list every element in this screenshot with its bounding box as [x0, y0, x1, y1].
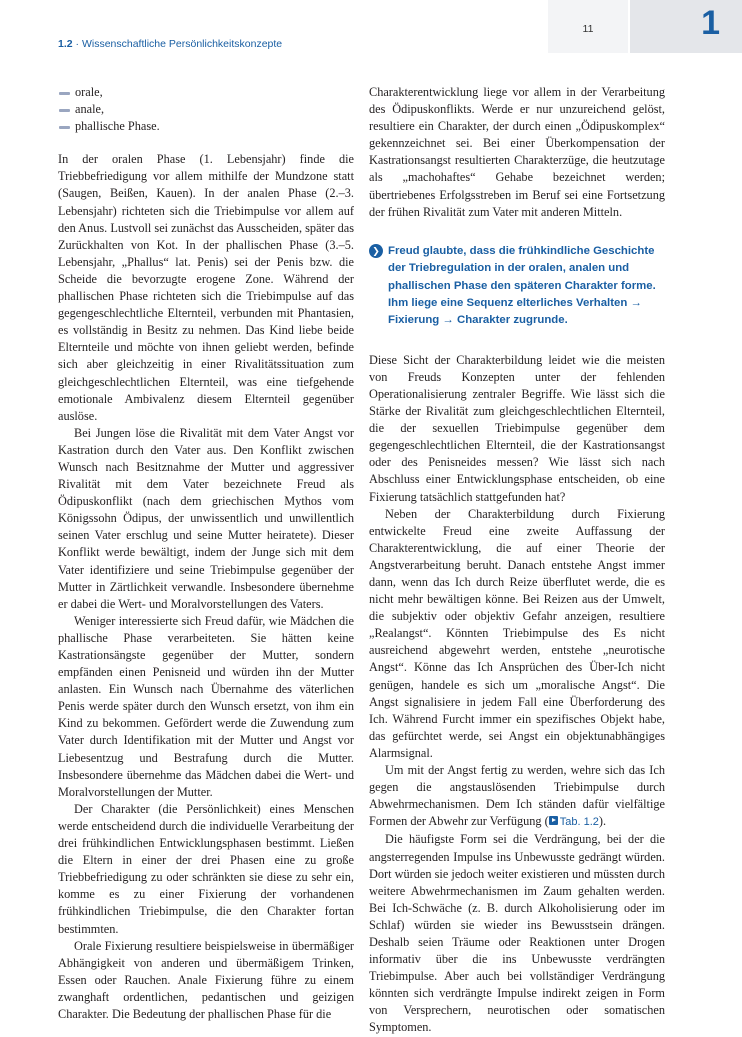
bullet-dash-icon: [59, 126, 70, 129]
table-reference-link[interactable]: Tab. 1.2: [549, 816, 599, 828]
paragraph: Die häufigste Form sei die Verdrängung, bei der die angsterregenden Impulse ins Unbewusste gedrängt würden. Dort würden sie jedoch weiter existieren und müssten durch weitere Abwehrmechanismen im Zaum gehalten werden. Bei Ich-Schwäche (z. B. durch Alkoholisierung oder im Schlaf) würden sie wieder ins Bewusstsein drängen. Deshalb seien Träume oder Reaktionen unter Drogen informativ über die ins Unbewusste verdrängten Triebimpulse. Aber auch bei vollständiger Verdrängung könnten sich verdrängte Impulse indirekt zeigen in Form von Versprechern, neurotischen oder somatischen Symptomen.: [369, 832, 665, 1035]
paragraph: Diese Sicht der Charakterbildung leidet wie die meisten von Freuds Konzepten unter der fehlenden Operationalisierung zentraler Begriffe. Wie lässt sich die Stärke der Rivalität zum gleichgeschlechtlichen Elternteil, die der sexuellen Triebimpulse gegenüber dem gegengeschlechtlichen Elternteil, die der Kastrationsangst oder des Penisneides messen? Wie lässt sich nach Abschluss einer Entwicklungsphase entscheiden, ob eine Fixierung tatsächlich stattgefunden hat?: [369, 352, 665, 504]
right-column: [369, 84, 665, 1037]
bullet-dash-icon: [59, 109, 70, 112]
page-number-box: [548, 0, 628, 53]
chapter-tab: [630, 0, 742, 53]
key-point-box: [369, 243, 665, 330]
bullet-dash-icon: [59, 92, 70, 95]
paragraph: Weniger interessierte sich Freud dafür, wie Mädchen die phallische Phase verarbeiteten. Sie hätten keine Kastrationsängste gegenüber der Mutter, sondern empfänden einen Penisneid und würden ihn der Mutter anlasten. Ein Wunsch nach Übernahme des väterlichen Penis werde später durch den Wunsch ersetzt, von ihm ein Kind zu bekommen. Gefördert werde die Zuwendung zum Vater durch Identifikation mit der Mutter und Angst vor Liebesentzug und Bestrafung durch die Mutter. Insbesondere übernehme das Mädchen dabei die Wert- und Moralvorstellungen der Mutter.: [58, 613, 354, 799]
paragraph: Charakterentwicklung liege vor allem in der Verarbeitung des Ödipuskonflikts. Werde er nur unzureichend gelöst, resultiere ein Charakter, der durch einen „Ödipuskomplex“ gekennzeichnet sei. Bei einer Überkompensation der Kastrationsangst resultierten Charakterzüge, die heutzutage als „machohaftes“ Gehabe bezeichnet werden; übertriebenes Erfolgsstreben im Beruf sei eine Fortsetzung der frühen Rivalität zum Vater mit anderen Mitteln.: [369, 85, 665, 219]
list-item: anale,: [58, 101, 354, 118]
section-number: 1.2: [58, 38, 73, 50]
phase-list: [58, 84, 354, 135]
key-point-text: Freud glaubte, dass die frühkindliche Geschichte der Triebregulation in der oralen, analen und phallischen Phase den späteren Charakter forme. Ihm liege eine Sequenz elterliches Verhalten → Fixierung → Charakter zugrunde.: [388, 244, 656, 327]
list-item: phallische Phase.: [58, 118, 354, 135]
running-section-title: [58, 38, 282, 50]
paragraph: Orale Fixierung resultiere beispielsweise in übermäßiger Abhängigkeit von anderen und übermäßigem Trinken, Essen oder Rauchen. Anale Fixierung führe zu einem zwanghaft ordentlichen, pedantischen und geizigen Charakter. Die Bedeutung der phallischen Phase für die: [58, 938, 354, 1021]
paragraph: In der oralen Phase (1. Lebensjahr) finde die Triebbefriedigung vor allem mithilfe der Mundzone statt (Saugen, Beißen, Kauen). In der analen Phase (2.–3. Lebensjahr) richteten sich die Triebimpulse vor allem auf den Anus. Lustvoll sei zunächst das Ausscheiden, später das Zurückhalten von Kot. In der phallischen Phase (3.–5. Lebensjahr, „Phallus“ lat. Penis) sei der Penis bzw. die Scheide die bevorzugte erogene Zone. Während der phallischen Phase richteten sich die Triebimpulse auf das gegengeschlechtliche Elternteil, verbunden mit Phantasien, es vollständig in Besitz zu nehmen. Das Kind liebe beide Elternteile und möchte von ihnen geliebt werden, befinde sich aber gleichzeitig in einer Rivalitätssituation zum gleichgeschlechtlichen Elternteil, was eine tiefgehende emotionale Ambivalenz diesem Elternteil gegenüber auslöse.: [58, 152, 354, 423]
list-item: orale,: [58, 84, 354, 101]
link-arrow-icon: [549, 816, 558, 825]
page-number: 11: [582, 23, 594, 35]
chevron-right-icon: ❯: [369, 244, 383, 258]
chapter-number: 1: [701, 4, 720, 42]
section-separator: ·: [72, 38, 82, 50]
paragraph: Bei Jungen löse die Rivalität mit dem Vater Angst vor Kastration durch den Vater aus. Den Konflikt zwischen Wunsch nach Besitznahme der Mutter und aggressiver Rivalität mit dem Vater bezeichnete Freud als Ödipuskonflikt (nach dem griechischen Mythos vom Königssohn Ödipus, der unwissentlich und unwillentlich seinen Vater erschlug und seine Mutter heiratete). Dieser Konflikt werde bewältigt, indem der Junge sich mit dem Vater identifiziere und seine Triebimpulse gegenüber der Mutter in Zärtlichkeit verwandle. Insbesondere übernehme er dabei die Wert- und Moralvorstellungen des Vaters.: [58, 425, 354, 611]
section-title: Wissenschaftliche Persönlichkeitskonzepte: [81, 38, 283, 50]
paragraph: Der Charakter (die Persönlichkeit) eines Menschen werde entscheidend durch die individuelle Verarbeitung der drei frühkindlichen Entwicklungsphasen bestimmt. Ließen die Eltern in einer der drei Phasen eine zu große Triebbefriedigung zu oder schränkten sie diese zu sehr ein, komme es zu einer Fixierung der vorhandenen frühkindlichen Triebimpulse, die den Charakter fortan bestimmten.: [58, 801, 354, 936]
paragraph: Neben der Charakterbildung durch Fixierung entwickelte Freud eine zweite Auffassung der Charakterentwicklung, die auf einer Theorie der Angstverarbeitung beruht. Danach entstehe Angst immer dann, wenn das Ich durch Reize überflutet werde, die es nicht mehr bewältigen könne. Bei Reizen aus der Umwelt, die subjektiv oder objektiv Gefahr anzeigen, resultiere „Realangst“. Könnten Triebimpulse des Es nicht ausreichend abgewehrt werden, entstehe „neurotische Angst“. Könne das Ich Ansprüchen des Über-Ich nicht genügen, handele es sich um „moralische Angst“. Die Angst signalisiere in jedem Fall eine Überforderung des Ich. Während Furcht immer ein spezifisches Objekt habe, das gefürchtet werde, sei Angst ein objektunabhängiges Alarmsignal.: [369, 506, 665, 760]
page-header: [0, 0, 742, 58]
left-column: [58, 84, 354, 1023]
paragraph: Um mit der Angst fertig zu werden, wehre sich das Ich gegen die angstauslösenden Triebimpulse durch Abwehrmechanismen. Dem Ich ständen dafür vielfältige Formen der Abwehr zur Verfügung ( Tab. 1.2).: [369, 763, 665, 829]
